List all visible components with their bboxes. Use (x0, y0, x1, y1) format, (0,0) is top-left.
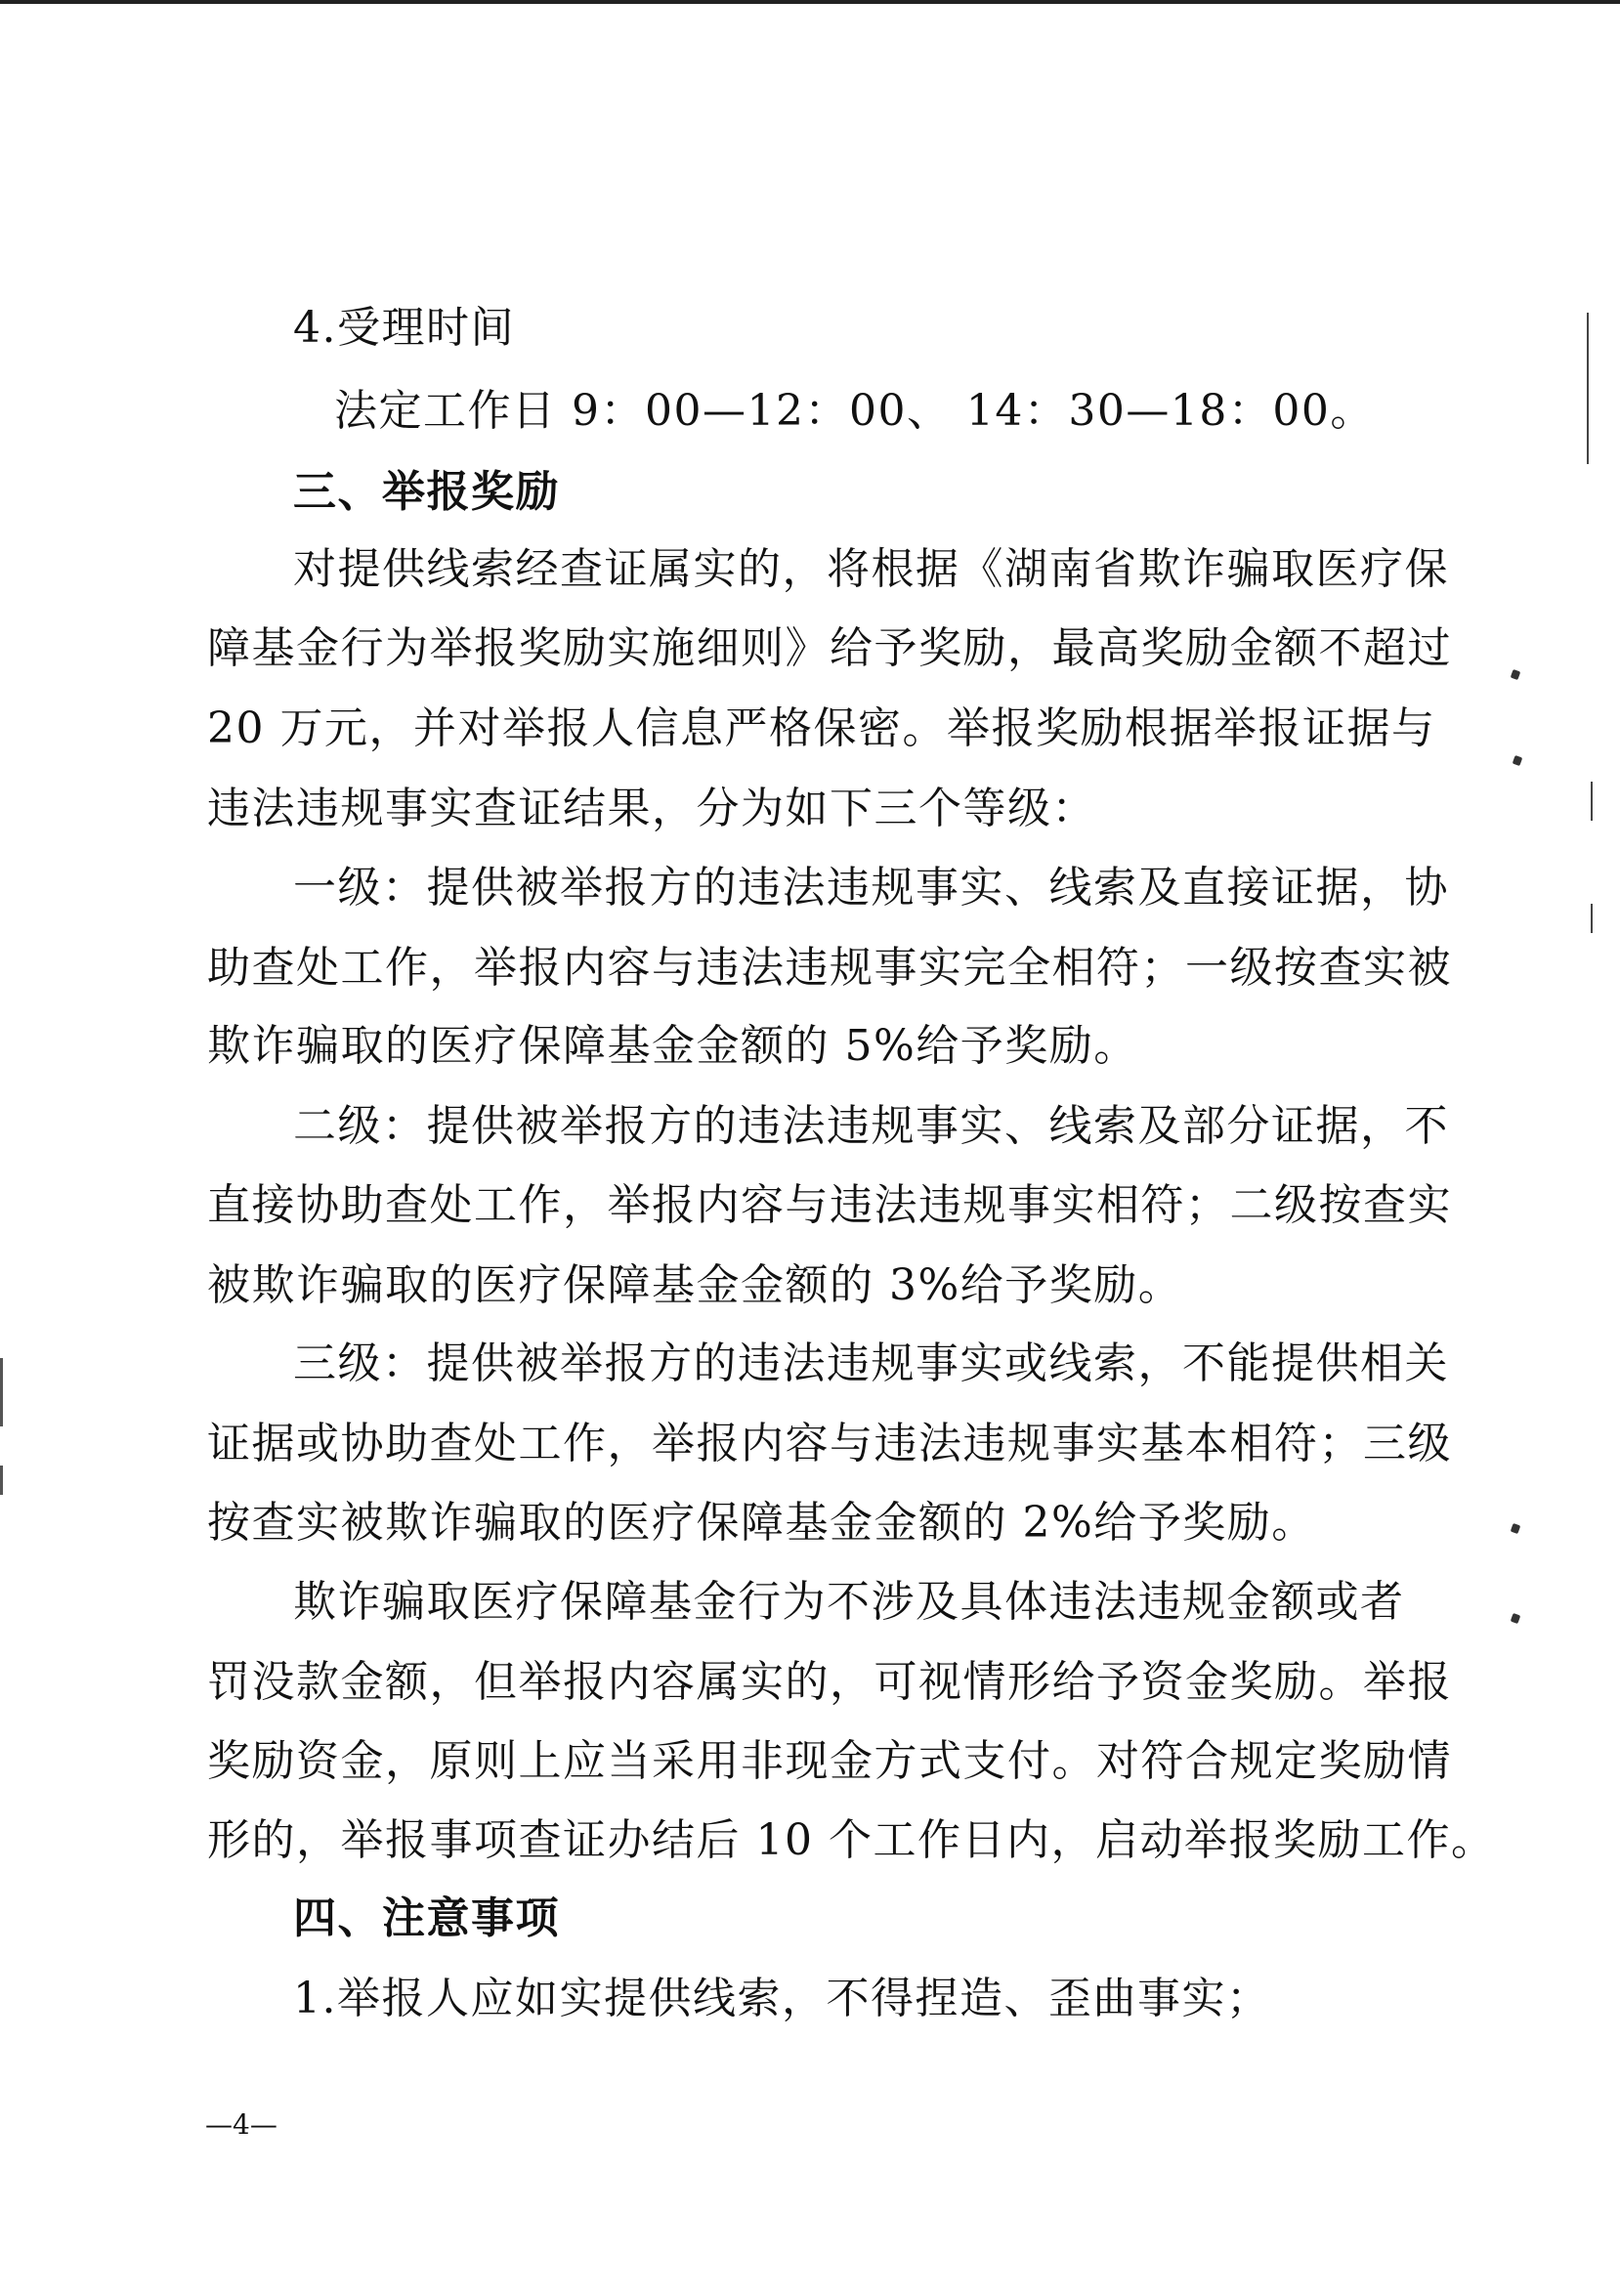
scan-top-border (0, 0, 1620, 4)
paragraph-line: 罚没款金额，但举报内容属实的，可视情形给予资金奖励。举报 (207, 1657, 1452, 1707)
paragraph-line: 形的，举报事项查证办结后 10 个工作日内，启动举报奖励工作。 (207, 1815, 1496, 1865)
subheading-acceptance-time: 4.受理时间 (293, 303, 515, 353)
paragraph-line: 奖励资金，原则上应当采用非现金方式支付。对符合规定奖励情 (207, 1736, 1452, 1786)
paragraph-line: 欺诈骗取的医疗保障基金金额的 5%给予奖励。 (207, 1021, 1138, 1071)
paragraph-line: 一级：提供被举报方的违法违规事实、线索及直接证据，协 (293, 863, 1449, 913)
paragraph-line: 助查处工作，举报内容与违法违规事实完全相符；一级按查实被 (207, 943, 1452, 993)
paragraph-line: 欺诈骗取医疗保障基金行为不涉及具体违法违规金额或者 (293, 1577, 1405, 1627)
page-number: —4— (205, 2108, 277, 2141)
paragraph-line: 二级：提供被举报方的违法违规事实、线索及部分证据，不 (293, 1101, 1449, 1151)
paragraph-line: 障基金行为举报奖励实施细则》给予奖励，最高奖励金额不超过 (207, 623, 1452, 673)
section-heading-notes: 四、注意事项 (293, 1893, 560, 1943)
paragraph-line: 1.举报人应如实提供线索，不得捏造、歪曲事实； (293, 1974, 1271, 2023)
scan-speck (1511, 1613, 1521, 1624)
scan-speck (1511, 669, 1521, 680)
paragraph-line: 按查实被欺诈骗取的医疗保障基金金额的 2%给予奖励。 (207, 1498, 1316, 1548)
paragraph-line: 三级：提供被举报方的违法违规事实或线索，不能提供相关 (293, 1339, 1449, 1388)
paragraph-line: 违法违规事实查证结果，分为如下三个等级： (207, 784, 1096, 833)
paragraph-line: 20 万元，并对举报人信息严格保密。举报奖励根据举报证据与 (207, 703, 1436, 753)
scan-left-edge-mark (0, 1466, 3, 1495)
scan-speck (1513, 755, 1523, 766)
scan-right-rule (1591, 782, 1593, 821)
scan-right-rule (1591, 904, 1593, 933)
scan-left-edge-mark (0, 1358, 3, 1426)
acceptance-time-text: 法定工作日 9：00—12：00、 14：30—18：00。 (334, 386, 1375, 436)
scan-speck (1511, 1523, 1521, 1534)
paragraph-line: 证据或协助查处工作，举报内容与违法违规事实基本相符；三级 (207, 1419, 1452, 1468)
paragraph-line: 直接协助查处工作，举报内容与违法违规事实相符；二级按查实 (207, 1180, 1452, 1230)
paragraph-line: 对提供线索经查证属实的，将根据《湖南省欺诈骗取医疗保 (293, 544, 1449, 594)
scan-right-rule (1587, 313, 1589, 464)
paragraph-line: 被欺诈骗取的医疗保障基金金额的 3%给予奖励。 (207, 1260, 1183, 1310)
section-heading-reward: 三、举报奖励 (293, 467, 560, 517)
